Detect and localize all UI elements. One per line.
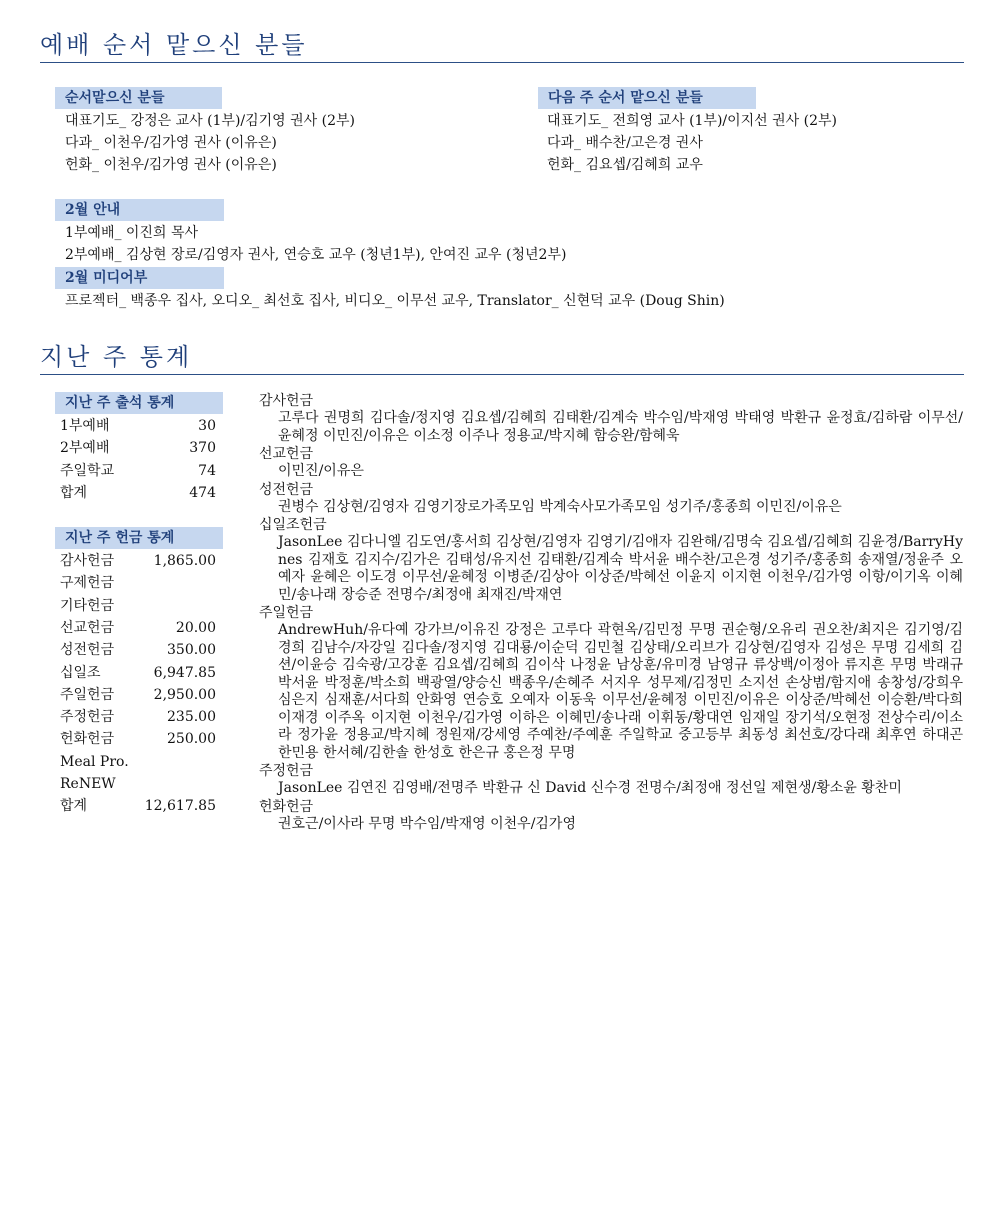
attendance-value: 370 bbox=[189, 440, 216, 457]
offering-stat-value: 2,950.00 bbox=[153, 686, 216, 703]
february-media-line: 프로젝터_ 백종우 집사, 오디오_ 최선호 집사, 비디오_ 이무선 교우, Translator_ 신현덕 교우 (Doug Shin) bbox=[65, 293, 725, 309]
section-title-service-leaders: 예배 순서 맡으신 분들 bbox=[40, 30, 964, 63]
offering-category: 감사헌금 bbox=[259, 393, 314, 409]
offering-names: 권병수 김상현/김영자 김영기장로가족모임 박계숙사모가족모임 성기주/홍종희 이민진/이유은 bbox=[278, 498, 842, 515]
offering-names: 권호근/이사라 무명 박수임/박재영 이천우/김가영 bbox=[278, 815, 576, 832]
next-flower: 헌화_ 김요셉/김혜희 교우 bbox=[547, 157, 703, 173]
label-current-leaders: 순서맡으신 분들 bbox=[55, 87, 222, 109]
offering-stat-name: 기타헌금 bbox=[60, 597, 115, 614]
attendance-row bbox=[58, 460, 216, 482]
offering-stat-value: 20.00 bbox=[175, 619, 216, 636]
offering-stat-name: 감사헌금 bbox=[60, 553, 115, 569]
offering-stat-value: 1,865.00 bbox=[153, 553, 216, 569]
current-prayer: 대표기도_ 강정은 교사 (1부)/김기영 권사 (2부) bbox=[65, 113, 356, 129]
offering-stat-value: 350.00 bbox=[167, 642, 216, 659]
label-february-notice: 2월 안내 bbox=[55, 199, 224, 221]
offering-names: 이민진/이유은 bbox=[278, 463, 364, 479]
attendance-row bbox=[58, 482, 216, 504]
offering-category: 십일조헌금 bbox=[259, 517, 327, 533]
next-refreshment: 다과_ 배수찬/고은경 권사 bbox=[547, 135, 703, 151]
attendance-name: 합계 bbox=[60, 484, 88, 501]
attendance-value: 30 bbox=[198, 418, 216, 434]
attendance-value: 474 bbox=[189, 484, 216, 501]
label-attendance-stats: 지난 주 출석 통계 bbox=[55, 392, 223, 414]
offering-stat-value: 250.00 bbox=[167, 731, 216, 748]
offering-stat-row bbox=[58, 572, 216, 594]
offering-stat-row bbox=[58, 773, 216, 795]
next-prayer: 대표기도_ 전희영 교사 (1부)/이지선 권사 (2부) bbox=[547, 113, 838, 129]
offering-stat-name: ReNEW bbox=[60, 776, 116, 792]
offering-category: 주정헌금 bbox=[259, 763, 314, 779]
offering-category: 선교헌금 bbox=[259, 446, 314, 462]
february-second-service: 2부예배_ 김상현 장로/김영자 권사, 연승호 교우 (청년1부), 안여진 교우 (청년2부) bbox=[65, 247, 567, 263]
february-first-service: 1부예배_ 이진희 목사 bbox=[65, 225, 198, 241]
offering-stat-row bbox=[58, 706, 216, 728]
offering-category: 헌화헌금 bbox=[259, 798, 314, 815]
offering-stat-name: 구제헌금 bbox=[60, 575, 115, 592]
offering-category: 성전헌금 bbox=[259, 481, 314, 498]
offering-stat-name: 주정헌금 bbox=[60, 709, 115, 726]
attendance-name: 2부예배 bbox=[60, 440, 110, 457]
label-next-leaders: 다음 주 순서 맡으신 분들 bbox=[538, 87, 756, 109]
offering-stat-name: Meal Pro. bbox=[60, 753, 129, 770]
offering-stat-row bbox=[58, 639, 216, 661]
attendance-name: 1부예배 bbox=[60, 418, 110, 434]
offering-stat-row bbox=[58, 684, 216, 706]
offering-stat-row bbox=[58, 795, 216, 817]
offering-stat-value: 12,617.85 bbox=[144, 798, 216, 815]
offering-stat-value: 6,947.85 bbox=[153, 664, 216, 681]
offering-list bbox=[259, 392, 963, 833]
attendance-value: 74 bbox=[198, 462, 216, 479]
offering-stat-row bbox=[58, 617, 216, 639]
offering-stat-name: 주일헌금 bbox=[60, 686, 115, 703]
offering-stat-row bbox=[58, 550, 216, 572]
offering-stat-row bbox=[58, 662, 216, 684]
offering-stat-name: 헌화헌금 bbox=[60, 731, 115, 748]
label-offering-stats: 지난 주 헌금 통계 bbox=[55, 527, 223, 549]
offering-names: JasonLee 김연진 김영배/전명주 박환규 신 David 신수경 전명수/최정애 정선일 제현생/황소윤 황찬미 bbox=[278, 780, 902, 796]
current-flower: 헌화_ 이천우/김가영 권사 (이유은) bbox=[65, 157, 277, 173]
offering-names: JasonLee 김다니엘 김도연/홍서희 김상현/김영자 김영기/김애자 김완해/김명숙 김요셉/김혜희 김윤경/BarryHynes 김재호 김지수/김가은 김태성/유지선 김태환/김계숙 박서윤 배수찬/고은경 성기주/홍종희 송재열/정윤주 오예자 윤혜은 이도경 이무선/윤혜정 이병준/김상아 이상준/박혜선 이윤지 이지현 이천우/김가영 이항/이기옥 이혜민/송나래 장승준 전명수/최정애 최재진/박재연 bbox=[278, 534, 963, 603]
section-title-last-week: 지난 주 통계 bbox=[40, 342, 964, 375]
offering-stat-name: 십일조 bbox=[60, 664, 101, 681]
offering-category: 주일헌금 bbox=[259, 605, 314, 621]
offering-stat-name: 선교헌금 bbox=[60, 619, 115, 636]
offering-stat-name: 성전헌금 bbox=[60, 642, 115, 659]
offering-names: AndrewHuh/유다예 강가브/이유진 강정은 고루다 곽현옥/김민정 무명 권순형/오유리 권오찬/최지은 김기영/김경희 김남수/자강일 김다솔/정지영 김대룡/이순덕 김민철 김상태/오리브가 김상현/김영자 김성은 무명 김세희 김션/이윤승 김숙광/고강훈 김요셉/김혜희 김이삭 나정윤 남상훈/유미경 남영규 류상백/이정아 류지흔 무명 박래규 박서윤 박정훈/박소희 백광열/양승신 백종우/손혜주 서지우 성무제/김정민 소지선 손상범/함지애 송창성/강희우 심은지 심재훈/서다희 안화영 연승호 오예자 이동욱 이무선/윤혜정 이민진/이유은 이상준/박혜선 이승환/박다희 이재경 이주옥 이지현 이천우/김가영 이하은 이혜민/송나래 이휘동/황대연 임재일 장기석/오현정 전상수리/이소라 정가윤 정용교/박지혜 정원재/강세영 주예찬/주예훈 주일학교 중고등부 최동성 최선호/강다래 최후연 하대곤 한민용 한서혜/김한솔 한성호 한은규 홍은정 무명 bbox=[278, 622, 963, 761]
attendance-row bbox=[58, 415, 216, 437]
offering-names: 고루다 권명희 김다솔/정지영 김요셉/김혜희 김태환/김계숙 박수임/박재영 박태영 박환규 윤정효/김하람 이무선/윤혜정 이민진/이유은 이소정 이주나 정용교/박지혜 함승완/함혜욱 bbox=[278, 410, 963, 444]
attendance-row bbox=[58, 437, 216, 459]
attendance-name: 주일학교 bbox=[60, 462, 115, 479]
label-february-media: 2월 미디어부 bbox=[55, 267, 224, 289]
offering-stat-row bbox=[58, 595, 216, 617]
offering-stat-value: 235.00 bbox=[167, 709, 216, 726]
offering-stat-row bbox=[58, 751, 216, 773]
offering-stat-row bbox=[58, 728, 216, 750]
current-refreshment: 다과_ 이천우/김가영 권사 (이유은) bbox=[65, 135, 277, 151]
offering-stat-name: 합계 bbox=[60, 798, 88, 815]
